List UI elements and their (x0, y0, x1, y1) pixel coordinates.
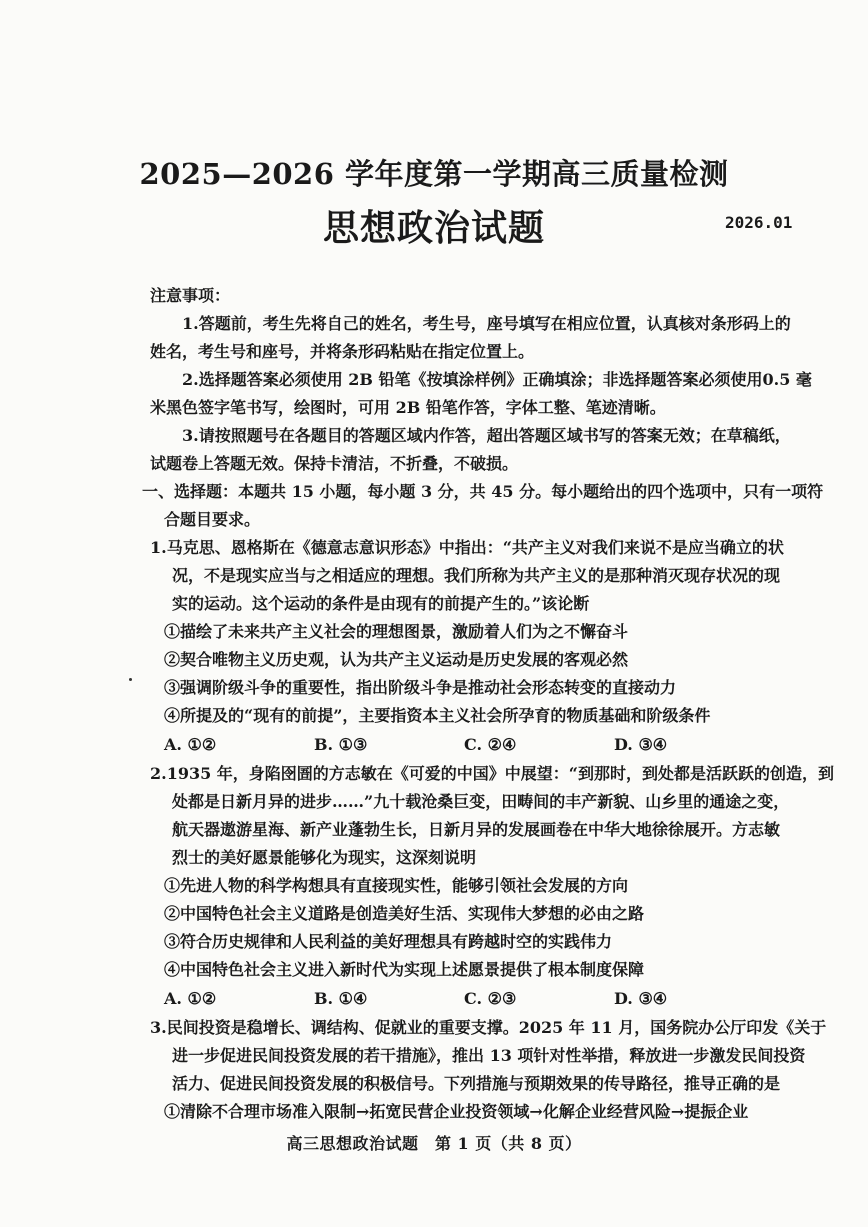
question-stem: 2.1935 年，身陷囹圄的方志敏在《可爱的中国》中展望：“到那时，到处都是活跃跃的创造，到 (150, 764, 835, 783)
question-option: ②契合唯物主义历史观，认为共产主义运动是历史发展的客观必然 (164, 650, 629, 669)
exam-content (142, 282, 835, 1126)
notes-heading: 注意事项： (150, 286, 231, 305)
notes-line: 试题卷上答题无效。保持卡清洁，不折叠，不破损。 (150, 454, 519, 473)
question-option: ①先进人物的科学构想具有直接现实性，能够引领社会发展的方向 (164, 876, 629, 895)
section-heading: 一、选择题：本题共 15 小题，每小题 3 分，共 45 分。每小题给出的四个选项中，只有一项符 (142, 482, 824, 501)
question-stem: 3.民间投资是稳增长、调结构、促就业的重要支撑。2025 年 11 月，国务院办公厅印发《关于 (150, 1018, 827, 1037)
page-footer: 高三思想政治试题 第 1 页（共 8 页） (286, 1134, 582, 1153)
question-option: ③强调阶级斗争的重要性，指出阶级斗争是推动社会形态转变的直接动力 (164, 678, 677, 697)
answer-choices (150, 984, 820, 1014)
question-2 (150, 760, 835, 1014)
question-stem: 活力、促进民间投资发展的积极信号。下列措施与预期效果的传导路径，推导正确的是 (172, 1074, 781, 1093)
choice-c: C. ②③ (464, 989, 517, 1008)
question-option: ③符合历史规律和人民利益的美好理想具有跨越时空的实践伟力 (164, 932, 613, 951)
choice-d: D. ③④ (614, 735, 668, 754)
exam-title: 2025—2026 学年度第一学期高三质量检测 (139, 157, 729, 191)
notes-line: 3.请按照题号在各题目的答题区域内作答，超出答题区域书写的答案无效；在草稿纸， (182, 426, 791, 445)
choice-a: A. ①② (164, 989, 217, 1008)
exam-date: 2026.01 (725, 213, 793, 232)
notes-line: 姓名，考生号和座号，并将条形码粘贴在指定位置上。 (150, 342, 535, 361)
question-option: ④中国特色社会主义进入新时代为实现上述愿景提供了根本制度保障 (164, 960, 645, 979)
question-stem: 处都是日新月异的进步……”九十载沧桑巨变，田畴间的丰产新貌、山乡里的通途之变， (172, 792, 790, 811)
question-stem: 1.马克思、恩格斯在《德意志意识形态》中指出：“共产主义对我们来说不是应当确立的状 (150, 538, 784, 557)
notes-line: 1.答题前，考生先将自己的姓名，考生号，座号填写在相应位置，认真核对条形码上的 (182, 314, 791, 333)
question-stem: 烈士的美好愿景能够化为现实，这深刻说明 (172, 848, 477, 867)
question-stem: 况，不是现实应当与之相适应的理想。我们所称为共产主义的是那种消灭现存状况的现 (172, 566, 781, 585)
question-stem: 实的运动。这个运动的条件是由现有的前提产生的。”该论断 (172, 594, 590, 613)
answer-choices (150, 730, 820, 760)
question-stem: 航天器遨游星海、新产业蓬勃生长，日新月异的发展画卷在中华大地徐徐展开。方志敏 (172, 820, 781, 839)
question-option: ④所提及的“现有的前提”，主要指资本主义社会所孕育的物质基础和阶级条件 (164, 706, 711, 725)
scan-speck (129, 678, 132, 681)
question-option: ①描绘了未来共产主义社会的理想图景，激励着人们为之不懈奋斗 (164, 622, 629, 641)
question-option: ①清除不合理市场准入限制→拓宽民营企业投资领域→化解企业经营风险→提振企业 (164, 1102, 749, 1121)
choice-b: B. ①③ (314, 735, 368, 754)
section-heading-cont: 合题目要求。 (164, 510, 261, 529)
choice-c: C. ②④ (464, 735, 517, 754)
choice-d: D. ③④ (614, 989, 668, 1008)
choice-b: B. ①④ (314, 989, 368, 1008)
question-option: ②中国特色社会主义道路是创造美好生活、实现伟大梦想的必由之路 (164, 904, 645, 923)
question-3 (150, 1014, 827, 1126)
question-stem: 进一步促进民间投资发展的若干措施》，推出 13 项针对性举措，释放进一步激发民间投资 (172, 1046, 806, 1065)
exam-subtitle: 思想政治试题 (322, 207, 545, 249)
notes-line: 2.选择题答案必须使用 2B 铅笔《按填涂样例》正确填涂；非选择题答案必须使用0.5 毫 (182, 370, 812, 389)
question-1 (150, 534, 820, 760)
notes-line: 米黑色签字笔书写，绘图时，可用 2B 铅笔作答，字体工整、笔迹清晰。 (150, 398, 666, 417)
choice-a: A. ①② (164, 735, 217, 754)
